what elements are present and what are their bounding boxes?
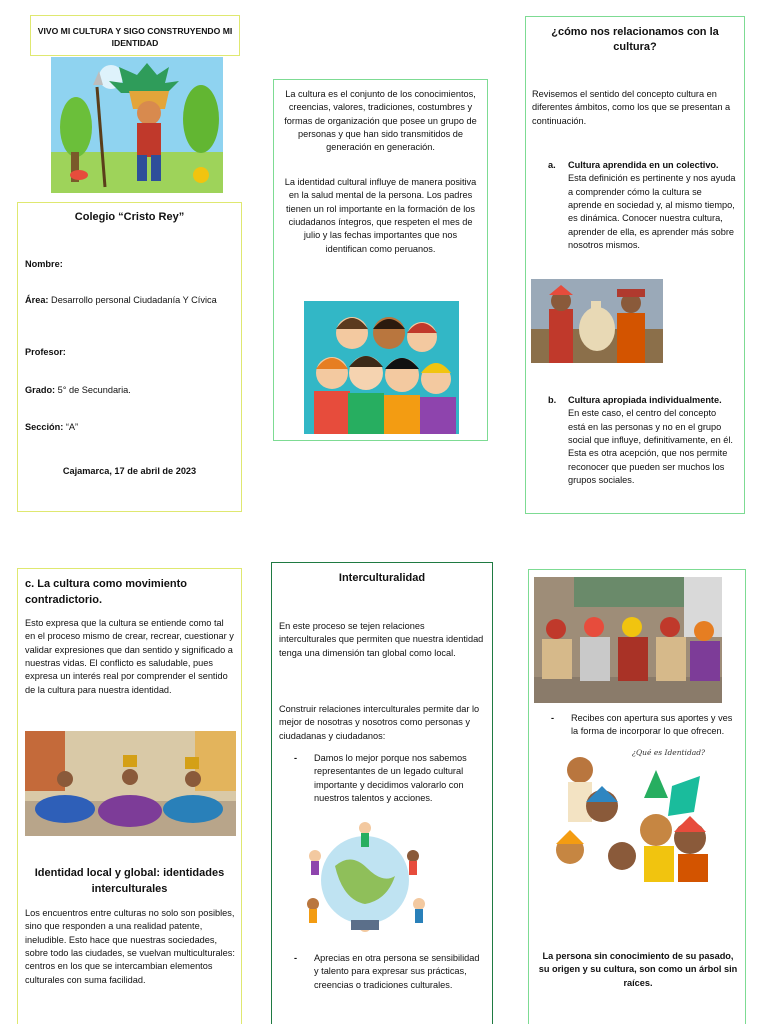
list-marker: b. — [548, 395, 557, 405]
list-item-text: Aprecias en otra persona se sensibilidad y talento para expresar sus prácticas, creencias o tradiciones culturales. — [314, 953, 480, 990]
interculturality-title: Interculturalidad — [338, 572, 426, 584]
cover-date: Cajamarca, 17 de abril de 2023 — [62, 466, 197, 476]
list-item-heading: Cultura apropiada individualmente. — [568, 395, 722, 405]
contradictory-culture-card — [17, 568, 242, 1024]
culture-relations-card — [525, 16, 745, 514]
field-label: Grado: — [25, 385, 56, 395]
list-item-heading: Cultura aprendida en un colectivo. — [568, 160, 719, 170]
school-name: Colegio “Cristo Rey” — [74, 211, 185, 223]
contradictory-culture-text: Esto expresa que la cultura se entiende como tal en el proceso mismo de crear, recrear, cuestionar y validar expresiones que dan sentido y significado a nuestras vidas. El conflicto es saludable, pues expresa un interés real por comprender el sentido de la cultura para nuestra identidad. — [25, 618, 234, 695]
children-around-globe-illustration — [295, 816, 435, 941]
field-value: “A” — [63, 422, 79, 432]
what-is-identity-caption: ¿Qué es Identidad? — [632, 748, 706, 757]
what-is-identity-collage — [544, 746, 724, 882]
list-item — [294, 952, 484, 992]
list-item-body: En este caso, el centro del concepto está en las personas y no en el grupo social que influye, definitivamente, en él. Esta es otra acepción, que nos permite reconocer que pueden ser muchos los grupos sociales. — [568, 408, 733, 486]
identity-card — [528, 569, 746, 1024]
identity-quote: La persona sin conocimiento de su pasado, su origen y su cultura, son como un árbol sin raíces. — [538, 951, 738, 988]
interculturality-text-1: En este proceso se tejen relaciones interculturales que permiten que nuestra identidad tenga una dimensión tan global como local. — [279, 621, 484, 658]
cultural-identity-text: La identidad cultural influye de manera positiva en la salud mental de la persona. Los padres tienen un rol importante en la formación de los ciudadanos íntegros, que respeten el mes de julio y las fechas importantes que nos identifican como peruanos. — [284, 177, 477, 254]
list-marker: - — [294, 753, 298, 763]
list-item-text: Recibes con apertura sus aportes y ves la forma de incorporar lo que ofrecen. — [571, 713, 733, 737]
list-marker: a. — [548, 160, 556, 170]
culture-relations-title: ¿cómo nos relacionamos con la cultura? — [551, 26, 719, 54]
list-item-body: Esta definición es pertinente y nos ayuda a comprender cómo la cultura se aprende en sociedad y, al mismo tiempo, es dinámica. Conocer nuestra cultura, aprender de ella, es aprender más sobre nosotros mismos. — [568, 173, 736, 251]
field-value: 5° de Secundaria. — [55, 385, 131, 395]
field-value: Desarrollo personal Ciudadanía Y Cívica — [48, 295, 217, 305]
children-group-illustration — [304, 301, 459, 434]
brochure-title-box — [30, 15, 240, 56]
field-label: Profesor: — [25, 347, 66, 357]
field-profesor — [25, 346, 66, 359]
field-label: Área: — [25, 295, 49, 305]
local-global-identity-title: Identidad local y global: identidades interculturales — [34, 867, 225, 895]
field-nombre — [25, 258, 63, 271]
list-marker: - — [551, 713, 555, 723]
list-item — [551, 712, 740, 739]
list-marker: - — [294, 953, 298, 963]
field-seccion — [25, 421, 78, 434]
aztec-warrior-illustration — [51, 57, 223, 193]
culture-relations-intro: Revisemos el sentido del concepto cultura en diferentes ámbitos, como los que se presentan a continuación. — [532, 89, 731, 126]
field-label: Sección: — [25, 422, 64, 432]
list-item — [294, 752, 484, 805]
contradictory-culture-title: c. La cultura como movimiento contradictorio. — [25, 578, 187, 606]
cover-info-card — [17, 202, 242, 512]
culture-definition-text: La cultura es el conjunto de los conocimientos, creencias, valores, tradiciones, costumbres y formas de organización que posee un grupo de personas y que han sido transmitidos de generación en generación. — [284, 89, 477, 153]
local-global-identity-text: Los encuentros entre culturas no solo son posibles, sino que responden a una realidad patente, ineludible. Esto hace que nuestras sociedades, sobre todo las ciudades, se vuelvan multiculturales: centros en los que se intercambian elementos culturales con suma facilidad. — [25, 908, 235, 985]
list-item — [548, 159, 736, 252]
field-label: Nombre: — [25, 259, 63, 269]
traditional-dancers-photo — [534, 577, 722, 703]
interculturality-text-2: Construir relaciones interculturales permite dar lo mejor de nosotras y nosotros como personas y ciudadanas y ciudadanos: — [279, 704, 480, 741]
field-grado — [25, 384, 131, 397]
field-area — [25, 294, 220, 307]
culture-definition-card — [273, 79, 488, 441]
folk-dance-photo — [25, 731, 236, 836]
list-item-text: Damos lo mejor porque nos sabemos representantes de un legado cultural importante y decidimos valorarlo con nuestros talentos y acciones. — [314, 753, 467, 804]
andean-children-llama-photo — [531, 279, 663, 363]
interculturality-card — [271, 562, 493, 1024]
list-item — [548, 394, 736, 487]
brochure-title: VIVO MI CULTURA Y SIGO CONSTRUYENDO MI IDENTIDAD — [37, 26, 233, 49]
